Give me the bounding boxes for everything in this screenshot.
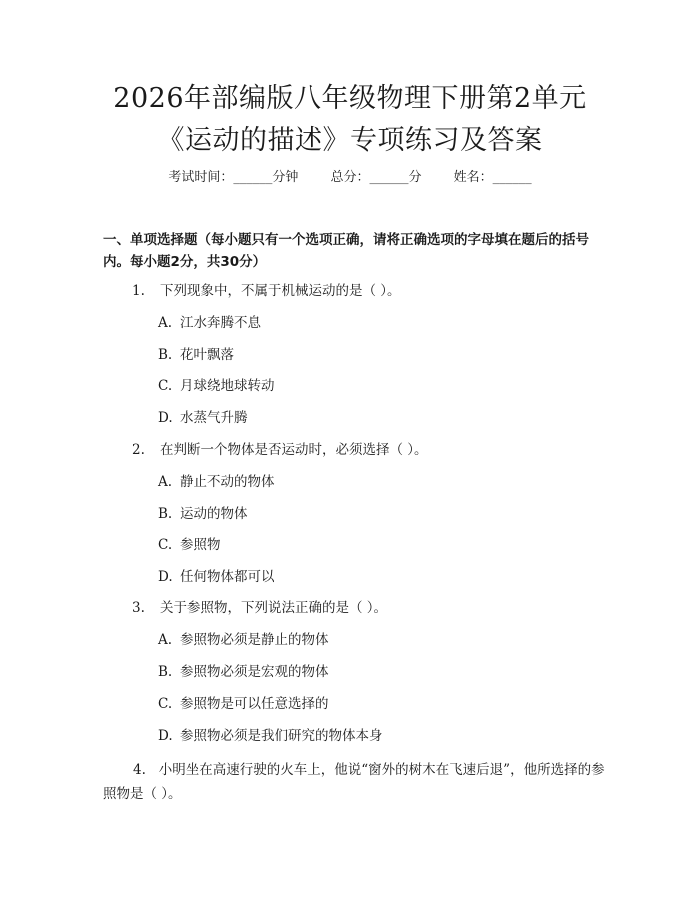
option-letter: A. [158, 474, 173, 490]
option-2c [158, 534, 221, 556]
question-number: 3. [132, 600, 145, 616]
question-3 [132, 597, 387, 619]
option-text: 花叶飘落 [180, 347, 234, 363]
option-letter: B. [158, 347, 173, 363]
option-text: 静止不动的物体 [180, 474, 275, 490]
question-text: 在判断一个物体是否运动时，必须选择（ ）。 [160, 442, 428, 458]
option-letter: D. [158, 410, 173, 426]
option-text: 参照物必须是静止的物体 [180, 632, 329, 648]
question-number: 2. [132, 442, 145, 458]
option-3c [158, 693, 329, 715]
student-name-field: 姓名：______ [453, 170, 532, 185]
option-text: 运动的物体 [180, 506, 248, 522]
option-3b [158, 661, 329, 683]
option-text: 参照物 [180, 537, 221, 553]
option-letter: B. [158, 506, 173, 522]
option-letter: C. [158, 378, 173, 394]
question-4 [103, 758, 611, 806]
question-number: 4. [133, 762, 146, 778]
question-number: 1. [132, 283, 145, 299]
option-letter: D. [158, 728, 173, 744]
question-text: 下列现象中，不属于机械运动的是（ ）。 [160, 283, 401, 299]
option-letter: C. [158, 537, 173, 553]
option-1c [158, 375, 275, 397]
option-letter: A. [158, 315, 173, 331]
total-score-field: 总分：______分 [330, 170, 422, 185]
option-text: 参照物必须是我们研究的物体本身 [180, 728, 383, 744]
option-text: 参照物是可以任意选择的 [180, 696, 329, 712]
question-1 [132, 280, 401, 302]
option-text: 参照物必须是宏观的物体 [180, 664, 329, 680]
option-2a [158, 471, 275, 493]
option-1b [158, 344, 234, 366]
section-heading: 一、单项选择题（每小题只有一个选项正确，请将正确选项的字母填在题后的括号内。每小题2分，共30分） [103, 232, 589, 270]
exam-info [0, 168, 700, 188]
question-2 [132, 439, 428, 461]
option-2d [158, 566, 275, 588]
exam-time-field: 考试时间：______分钟 [168, 170, 299, 185]
option-2b [158, 503, 248, 525]
option-text: 月球绕地球转动 [180, 378, 275, 394]
option-letter: B. [158, 664, 173, 680]
option-1d [158, 407, 248, 429]
option-text: 任何物体都可以 [180, 569, 275, 585]
option-letter: D. [158, 569, 173, 585]
document-title: 2026年部编版八年级物理下册第2单元《运动的描述》专项练习及答案 [113, 83, 587, 156]
option-letter: A. [158, 632, 173, 648]
option-3d [158, 725, 383, 747]
option-3a [158, 629, 329, 651]
option-letter: C. [158, 696, 173, 712]
option-text: 江水奔腾不息 [180, 315, 261, 331]
question-text: 小明坐在高速行驶的火车上，他说“窗外的树木在飞速后退”，他所选择的参照物是（ ）。 [103, 762, 605, 802]
option-1a [158, 312, 261, 334]
question-text: 关于参照物，下列说法正确的是（ ）。 [160, 600, 388, 616]
option-text: 水蒸气升腾 [180, 410, 248, 426]
